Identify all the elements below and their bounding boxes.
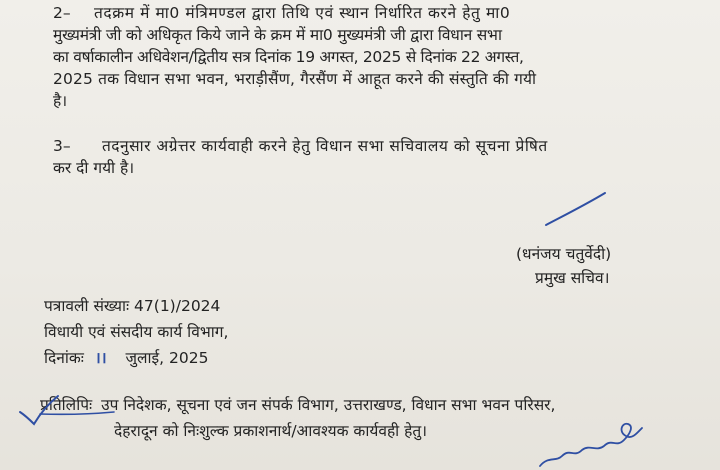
paragraph-3-line-1: 3– तदनुसार अग्रेत्तर कार्यवाही करने हेतु विधान सभा सचिवालय को सूचना प्रेषित <box>53 137 548 155</box>
date-month-year: जुलाई, 2025 <box>125 349 209 367</box>
department-name: विधायी एवं संसदीय कार्य विभाग, <box>44 323 229 341</box>
paragraph-2-line-1: 2– तदक्रम में मा0 मंत्रिमण्डल द्वारा तिथि एवं स्थान निर्धारित करने हेतु मा0 <box>53 4 511 22</box>
paragraph-2-line-5: है। <box>53 92 68 110</box>
signatory-designation: प्रमुख सचिव। <box>535 269 610 287</box>
paragraph-3-number: 3– <box>53 137 71 155</box>
date-label: दिनांकः <box>44 349 84 367</box>
copy-recipient: उप निदेशक, सूचना एवं जन संपर्क विभाग, उत्तराखण्ड, विधान सभा भवन परिसर, <box>101 396 556 414</box>
file-number: पत्रावली संख्याः 47(1)/2024 <box>44 297 221 315</box>
copy-line-2: देहरादून को निःशुल्क प्रकाशनार्थ/आवश्यक कार्यवही हेतु। <box>114 422 428 440</box>
paragraph-2-number: 2– <box>53 4 71 22</box>
paragraph-3-line-2: कर दी गयी है। <box>53 159 135 177</box>
copy-line-1 <box>40 393 555 415</box>
paragraph-2 <box>53 2 536 112</box>
signature-stroke <box>546 193 605 225</box>
paragraph-2-line-3: का वर्षाकालीन अधिवेशन/द्वितीय सत्र दिनांक 19 अगस्त, 2025 से दिनांक 22 अगस्त, <box>53 48 524 66</box>
paragraph-2-line-2: मुख्यमंत्री जी को अधिकृत किये जाने के क्रम में मा0 मुख्यमंत्री जी द्वारा विधान सभा <box>53 26 502 44</box>
initials-scribble <box>540 424 642 466</box>
copy-label: प्रतिलिपिः <box>40 396 93 414</box>
date-line <box>44 346 208 368</box>
signatory-name: (धनंजय चतुर्वेदी) <box>516 245 612 263</box>
paragraph-3 <box>53 135 548 179</box>
paragraph-2-line-4: 2025 तक विधान सभा भवन, भराड़ीसैंण, गैरसैंण में आहूत करने की संस्तुति की गयी <box>53 70 537 88</box>
date-day-handwritten: ।। <box>94 349 107 367</box>
